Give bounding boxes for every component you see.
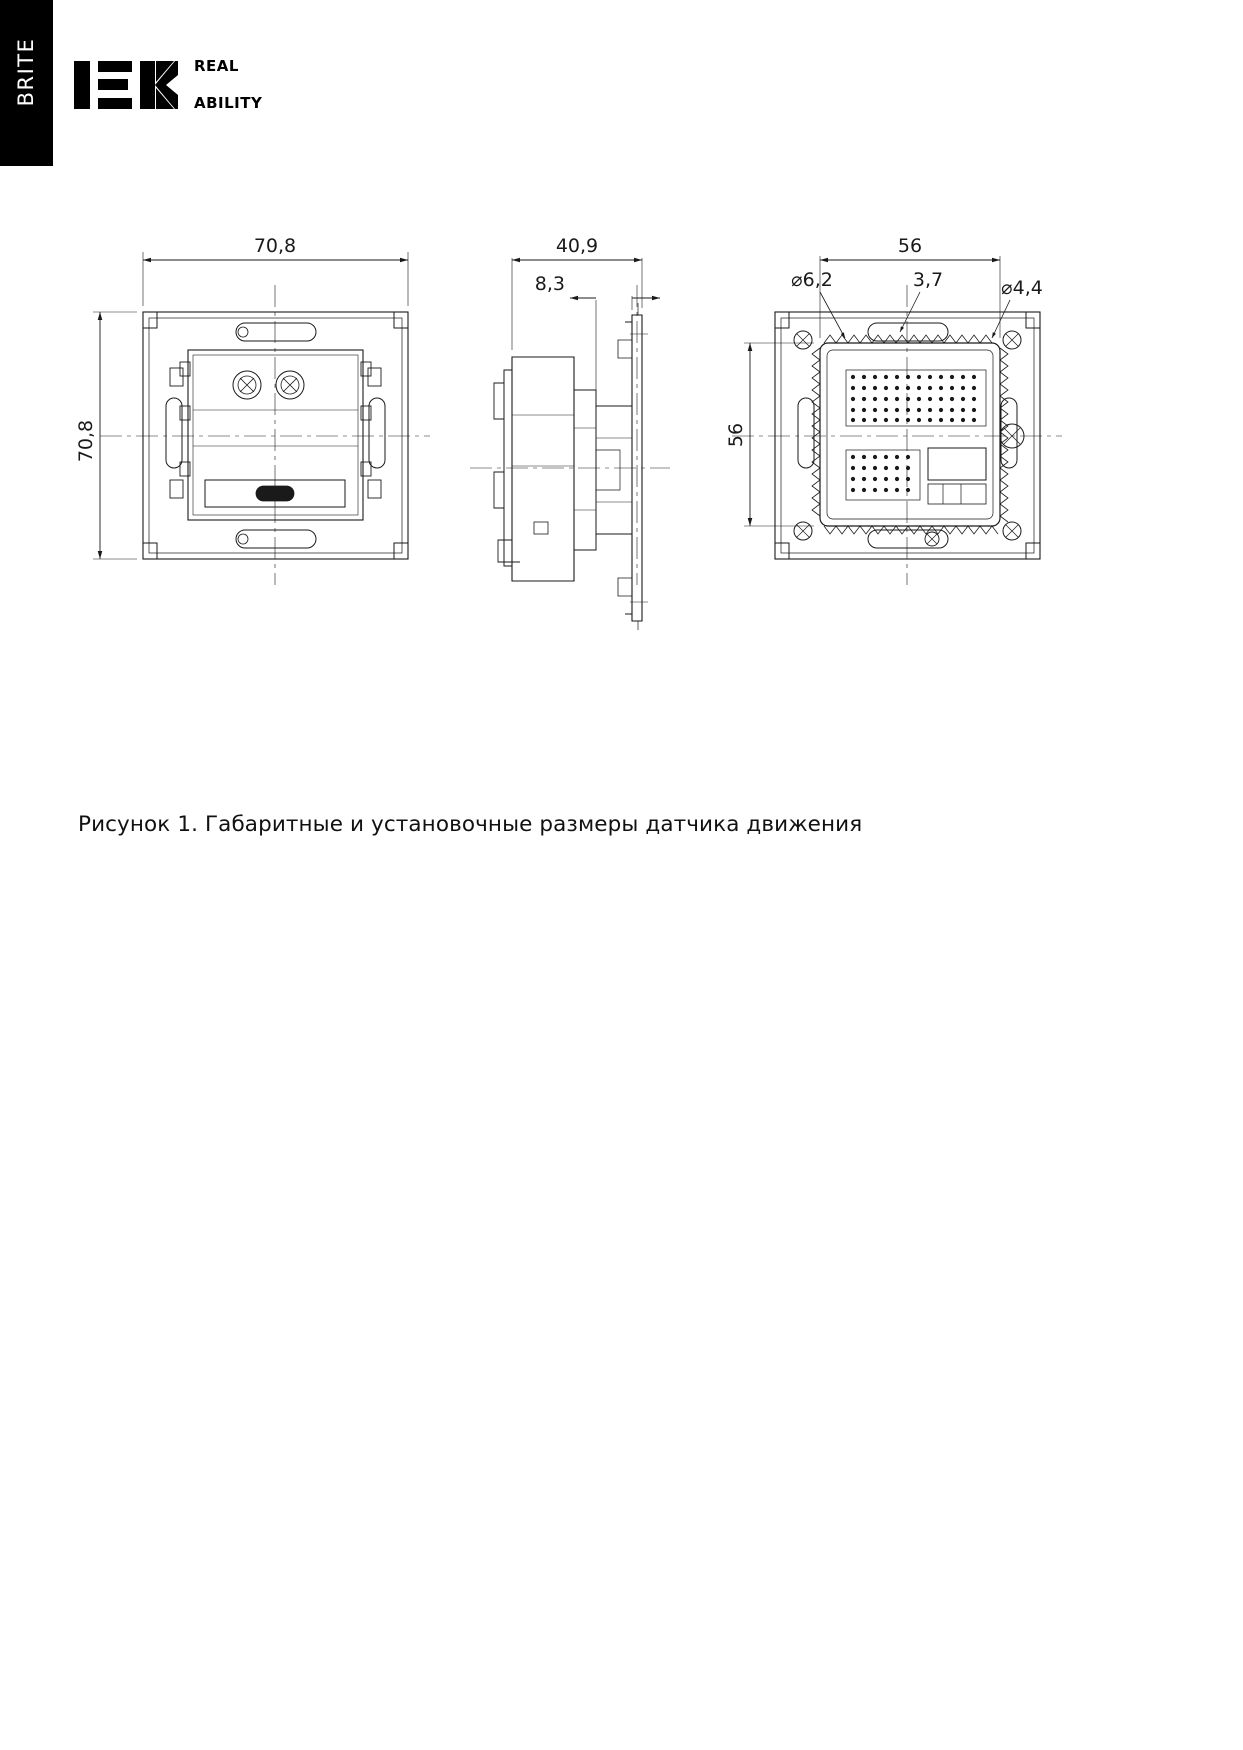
page-header xyxy=(0,0,1243,166)
dim-rear-height: 56 xyxy=(725,422,747,448)
side-view xyxy=(470,285,670,630)
rear-view xyxy=(732,285,1062,585)
dim-hole-diameter-6-2: ⌀6,2 xyxy=(791,269,833,291)
technical-drawing xyxy=(0,210,1243,630)
rear-view-dimensions xyxy=(725,235,1043,526)
figure-caption: Рисунок 1. Габаритные и установочные размеры датчика движения xyxy=(78,812,863,837)
brand-tab xyxy=(0,0,53,166)
drawing-canvas xyxy=(0,210,1243,630)
dim-hole-diameter-4-4: ⌀4,4 xyxy=(1001,277,1043,299)
dim-front-plate-thickness: 8,3 xyxy=(534,273,565,295)
brand-tab-label: BRITE xyxy=(14,37,38,107)
front-view xyxy=(100,285,430,585)
vent-grille-bottom xyxy=(851,455,910,492)
brand-logo xyxy=(74,38,262,132)
brand-tagline-line1: REAL xyxy=(194,56,239,75)
brand-tagline xyxy=(194,38,262,132)
vent-grille-top xyxy=(851,375,976,422)
iek-logo-icon xyxy=(74,55,178,115)
side-view-dimensions xyxy=(512,235,660,400)
brand-tagline-line2: ABILITY xyxy=(194,94,263,113)
dim-front-width: 70,8 xyxy=(253,235,297,257)
dim-thickness-3-7: 3,7 xyxy=(912,269,944,291)
dim-side-depth: 40,9 xyxy=(555,235,599,257)
dim-rear-width: 56 xyxy=(897,235,923,257)
dim-front-height: 70,8 xyxy=(75,419,97,463)
